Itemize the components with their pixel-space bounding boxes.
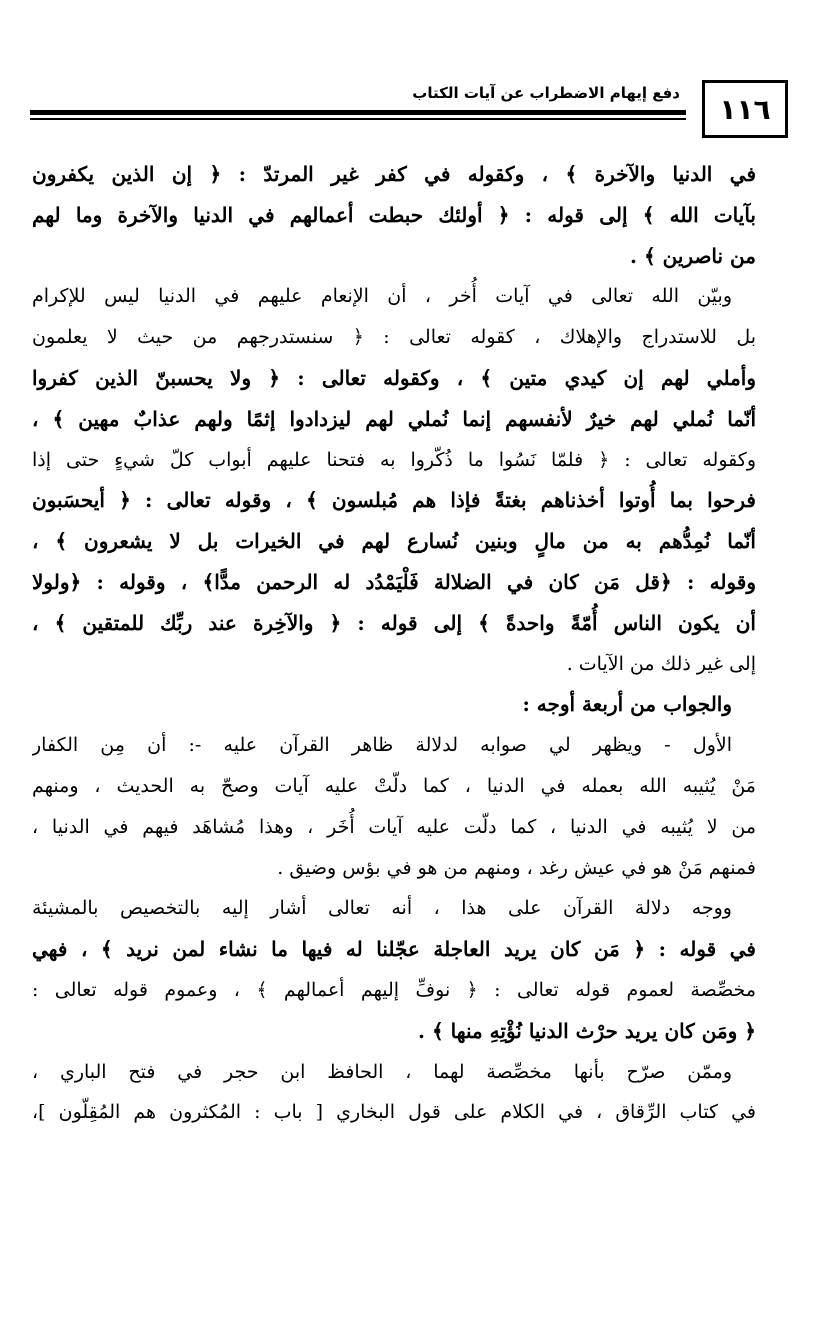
- page-number-box: ١١٦: [702, 80, 788, 138]
- text-line: والجواب من أربعة أوجه :: [522, 692, 732, 717]
- body-text: [32, 154, 756, 1133]
- text-line: وممّن صرّح بأنها مخصِّصة لهما ، الحافظ ابن حجر في فتح الباري ،: [32, 1060, 732, 1083]
- text-line: مَنْ يُثيبه الله بعمله في الدنيا ، كما دلّتْ عليه آيات وصحّ به الحديث ، ومنهم: [32, 774, 756, 797]
- text-line: من ناصرين ﴾ .: [630, 243, 756, 268]
- text-line: ووجه دلالة القرآن على هذا ، أنه تعالى أشار إليه بالتخصيص بالمشيئة: [32, 897, 732, 920]
- text-line: بل للاستدراج والإهلاك ، كقوله تعالى : ﴿ سنستدرجهم من حيث لا يعلمون: [32, 326, 756, 349]
- text-line: في قوله : ﴿ مَن كان يريد العاجلة عجّلنا له فيها ما نشاء لمن نريد ﴾ ، فهي: [32, 937, 756, 962]
- text-line: أنّما نُملي لهم خيرٌ لأنفسهم إنما نُملي لهم ليزدادوا إثمًا ولهم عذابٌ مهين ﴾ ،: [32, 406, 756, 431]
- text-line: فرحوا بما أُوتوا أخذناهم بغتةً فإذا هم مُبلسون ﴾ ، وقوله تعالى : ﴿ أيحسَبون: [32, 488, 756, 513]
- text-line: وكقوله تعالى : ﴿ فلمّا نَسُوا ما ذُكّروا به فتحنا عليهم أبواب كلّ شيءٍ حتى إذا: [32, 448, 756, 471]
- text-line: أنّما نُمِدُّهم به من مالٍ وبنين نُسارع لهم في الخيرات بل لا يشعرون ﴾ ،: [32, 529, 756, 554]
- header-rule-thick: [30, 110, 686, 115]
- text-line: من لا يُثيبه في الدنيا ، كما دلّت عليه آيات أُخَر ، وهذا مُشاهَد فيهم في الدنيا ،: [32, 815, 756, 838]
- text-line: مخصِّصة لعموم قوله تعالى : ﴿ نوفِّ إليهم أعمالهم ﴾ ، وعموم قوله تعالى :: [32, 978, 756, 1001]
- text-line: أن يكون الناس أُمّةً واحدةً ﴾ إلى قوله : ﴿ والآخِرة عند ربِّك للمتقين ﴾ ،: [32, 610, 756, 635]
- text-line: وبيّن الله تعالى في آيات أُخر ، أن الإنعام عليهم في الدنيا ليس للإكرام: [32, 285, 732, 308]
- text-line: ﴿ ومَن كان يريد حرْث الدنيا نُؤْتِهِ منها ﴾ .: [418, 1018, 756, 1043]
- page-header: [30, 80, 800, 150]
- text-line: في كتاب الرِّقاق ، في الكلام على قول البخاري [ باب : المُكثرون هم المُقِلّون ]،: [32, 1101, 756, 1124]
- running-title: دفع إيهام الاضطراب عن آيات الكتاب: [412, 84, 680, 102]
- header-rule-thin: [30, 118, 686, 120]
- text-line: في الدنيا والآخرة ﴾ ، وكقوله في كفر غير المرتدّ : ﴿ إن الذين يكفرون: [32, 162, 756, 186]
- text-line: وقوله : ﴿قل مَن كان في الضلالة فَلْيَمْدُد له الرحمن مدًّا﴾ ، وقوله : ﴿ولولا: [32, 569, 756, 594]
- text-line: فمنهم مَنْ هو في عيش رغد ، ومنهم من هو في بؤس وضيق .: [277, 856, 756, 879]
- text-line: وأملي لهم إن كيدي متين ﴾ ، وكقوله تعالى : ﴿ ولا يحسبنّ الذين كفروا: [32, 365, 756, 390]
- text-line: بآيات الله ﴾ إلى قوله : ﴿ أولئك حبطت أعمالهم في الدنيا والآخرة وما لهم: [32, 202, 756, 227]
- text-line: الأول - ويظهر لي صوابه لدلالة ظاهر القرآن عليه -: أن مِن الكفار: [32, 734, 732, 757]
- text-line: إلى غير ذلك من الآيات .: [566, 652, 756, 675]
